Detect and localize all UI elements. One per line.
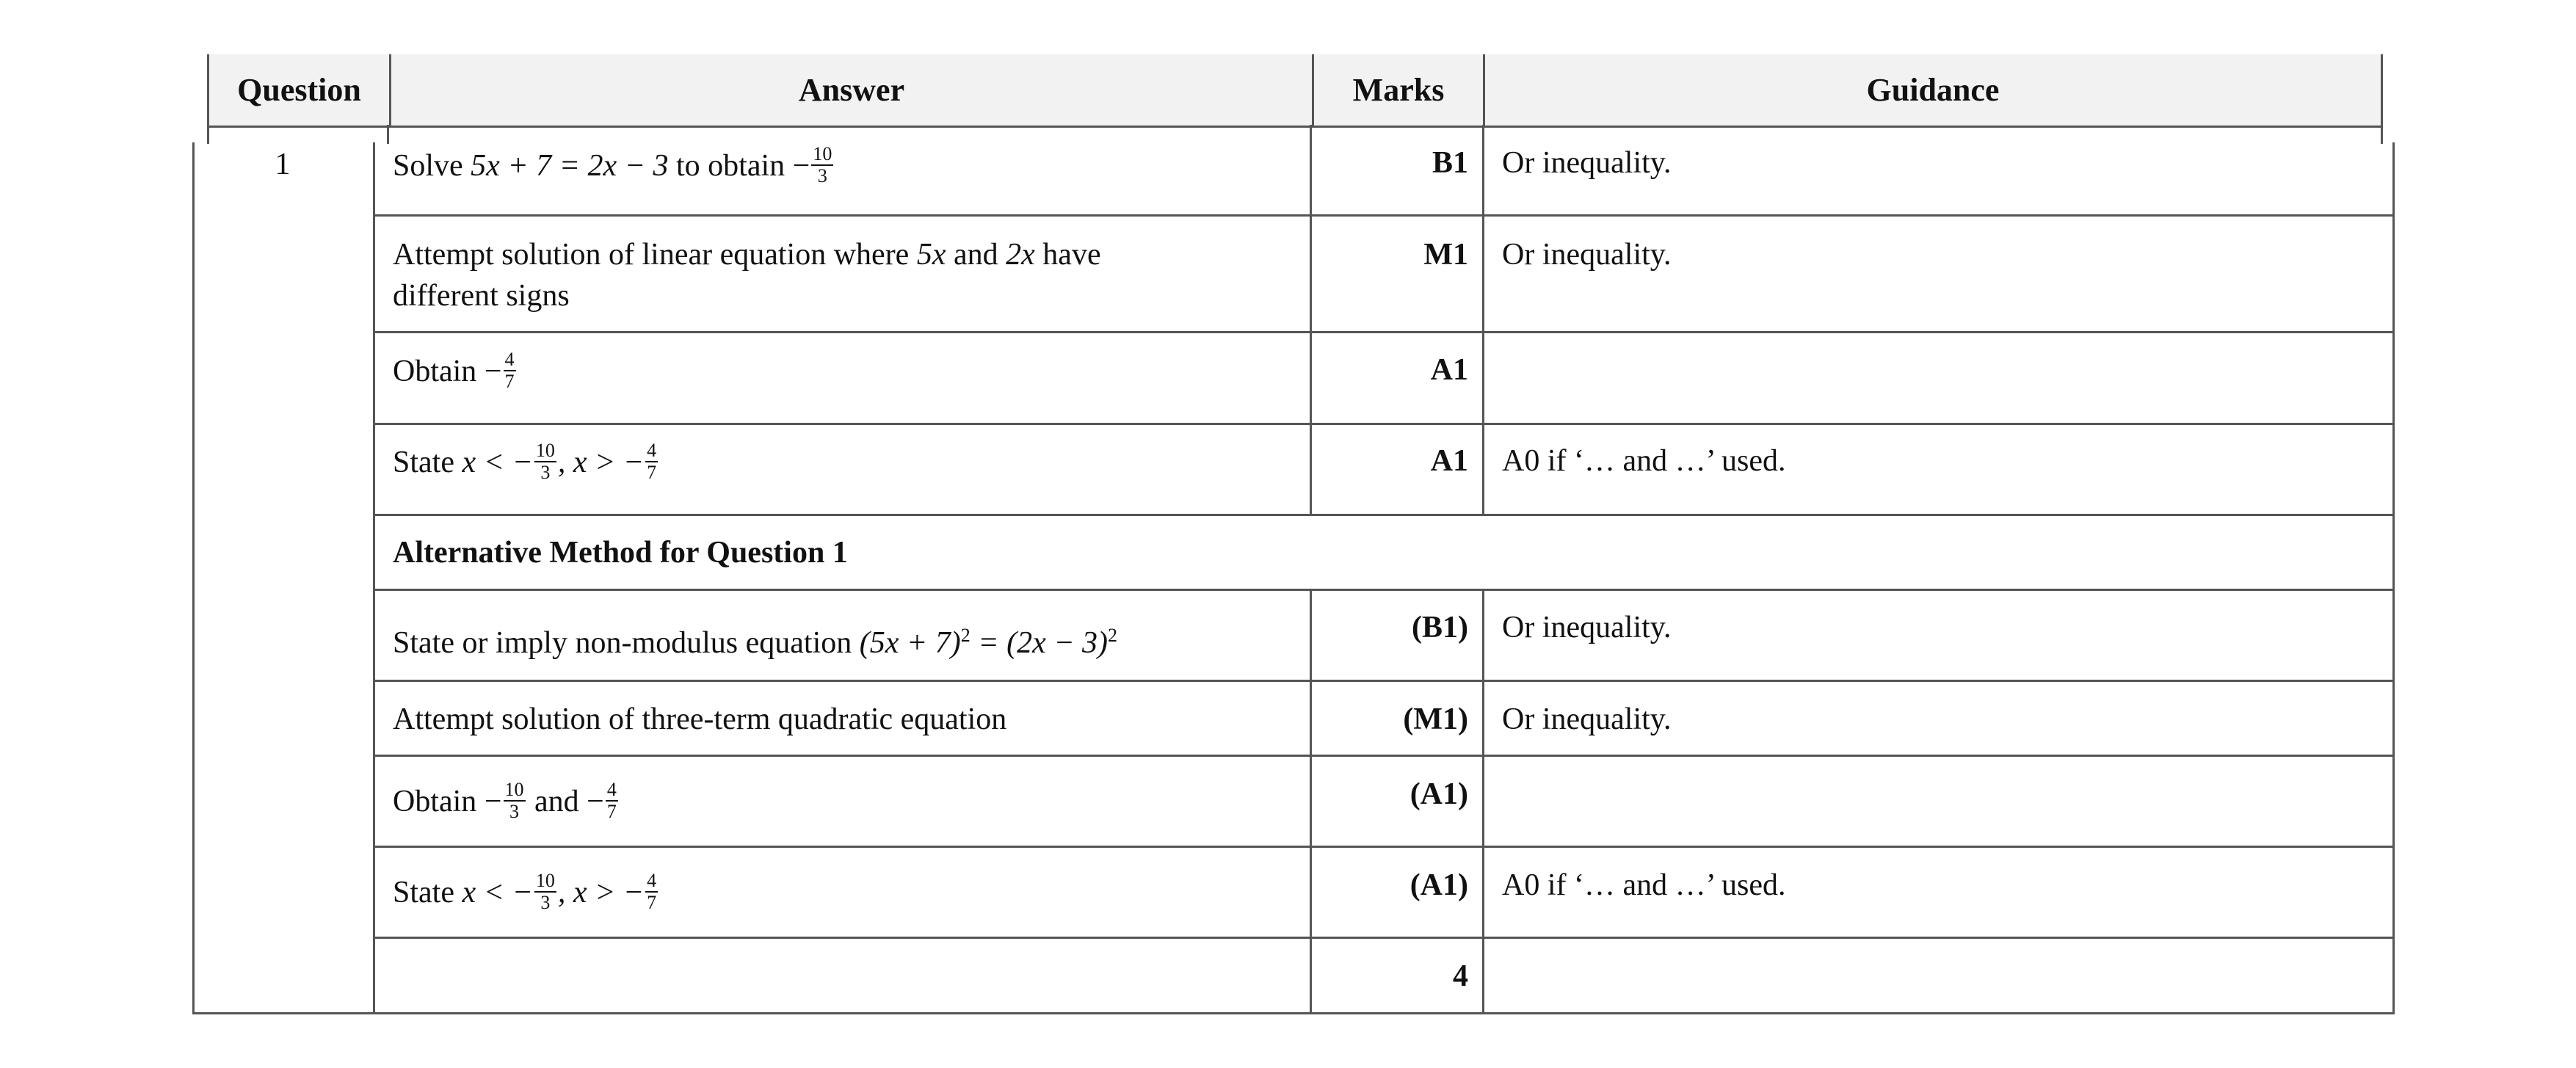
- numerator: 10: [535, 870, 555, 892]
- denominator: 3: [540, 892, 551, 914]
- guidance-cell: A0 if ‘… and …’ used.: [1502, 868, 1786, 902]
- numerator: 10: [813, 143, 832, 165]
- math-sign: −: [792, 149, 810, 183]
- row-divider: [373, 846, 2395, 848]
- row-divider: [373, 423, 2395, 425]
- numerator: 4: [504, 349, 515, 371]
- answer-cell: Attempt solution of three-term quadratic equation: [393, 702, 1007, 736]
- answer-text: Obtain: [393, 785, 477, 818]
- marks-cell: (A1): [1409, 777, 1468, 811]
- math-expression: , x > −: [557, 446, 645, 479]
- math-sign: −: [484, 785, 502, 818]
- answer-cell: [375, 615, 1307, 664]
- row-divider: [373, 755, 2395, 757]
- row-divider: [373, 937, 2395, 939]
- denominator: 7: [647, 462, 657, 484]
- marks-cell: (B1): [1412, 611, 1468, 644]
- fraction: [534, 440, 556, 483]
- header-answer: Answer: [798, 72, 905, 108]
- math-expression: 5x + 7 = 2x − 3: [471, 149, 669, 183]
- answer-cell: [375, 234, 1307, 316]
- marks-cell: A1: [1430, 353, 1468, 387]
- math-expression: (5x + 7): [859, 626, 961, 660]
- denominator: 3: [509, 801, 519, 823]
- row-divider: [373, 680, 2395, 682]
- math-sign: −: [587, 785, 604, 818]
- answer-text: and: [534, 785, 579, 818]
- header-guidance: Guidance: [1866, 72, 2000, 108]
- answer-cell: [375, 145, 1307, 189]
- answer-text: to obtain: [675, 149, 786, 183]
- answer-text: Solve: [393, 149, 463, 183]
- answer-text: Attempt solution of linear equation where: [393, 238, 910, 272]
- numerator: 4: [647, 440, 657, 462]
- answer-text: State or imply non-modulus equation: [393, 626, 852, 660]
- alternative-method-heading: Alternative Method for Question 1: [393, 536, 848, 570]
- marks-cell: A1: [1430, 444, 1468, 478]
- row-divider: [373, 589, 2395, 591]
- answer-text: State: [393, 876, 454, 909]
- answer-text: different signs: [393, 279, 570, 313]
- answer-cell: [375, 351, 1307, 395]
- marks-cell: M1: [1423, 238, 1468, 272]
- math-expression: x < −: [462, 446, 533, 479]
- numerator: 10: [504, 779, 524, 801]
- fraction: [645, 871, 658, 913]
- answer-text: have: [1042, 238, 1101, 272]
- answer-cell: [375, 872, 1307, 916]
- fraction: [606, 780, 618, 822]
- fraction: [504, 780, 526, 822]
- math-expression: 5x: [916, 238, 946, 272]
- table-border-bottom: [192, 1012, 2395, 1014]
- guidance-cell: Or inequality.: [1502, 611, 1672, 644]
- exponent: 2: [960, 625, 970, 646]
- math-expression: 2x: [1006, 238, 1035, 272]
- math-expression: , x > −: [557, 876, 645, 909]
- table-border-left: [192, 142, 195, 1014]
- row-divider: [373, 331, 2395, 333]
- guidance-cell: Or inequality.: [1502, 238, 1672, 272]
- marks-cell: (A1): [1409, 868, 1468, 902]
- header-question: Question: [237, 72, 361, 108]
- answer-cell: [375, 781, 1307, 825]
- numerator: 4: [647, 870, 657, 892]
- table-border-right: [2392, 142, 2395, 1014]
- fraction: [504, 349, 516, 392]
- numerator: 10: [535, 440, 555, 462]
- header-marks: Marks: [1352, 72, 1445, 108]
- question-number: 1: [275, 148, 291, 181]
- marks-cell: B1: [1432, 146, 1468, 180]
- guidance-cell: A0 if ‘… and …’ used.: [1502, 444, 1786, 478]
- guidance-cell: Or inequality.: [1502, 146, 1672, 180]
- answer-text: State: [393, 446, 454, 479]
- denominator: 3: [540, 462, 551, 484]
- marks-cell: (M1): [1403, 702, 1468, 736]
- fraction: [534, 871, 556, 913]
- row-divider: [373, 214, 2395, 217]
- fraction: [811, 144, 833, 186]
- denominator: 3: [817, 165, 827, 187]
- guidance-cell: Or inequality.: [1502, 702, 1672, 736]
- denominator: 7: [606, 801, 617, 823]
- answer-cell: [375, 442, 1307, 486]
- fraction: [645, 440, 658, 483]
- numerator: 4: [606, 779, 617, 801]
- denominator: 7: [504, 371, 515, 393]
- answer-text: and: [953, 238, 998, 272]
- table-header: [207, 54, 2383, 128]
- denominator: 7: [647, 892, 657, 914]
- exponent: 2: [1108, 625, 1118, 646]
- math-expression: = (2x − 3): [970, 626, 1109, 660]
- total-marks: 4: [1453, 959, 1468, 993]
- row-divider: [373, 514, 2395, 516]
- math-expression: x < −: [462, 876, 533, 909]
- math-sign: −: [484, 355, 502, 388]
- answer-text: Obtain: [393, 355, 477, 388]
